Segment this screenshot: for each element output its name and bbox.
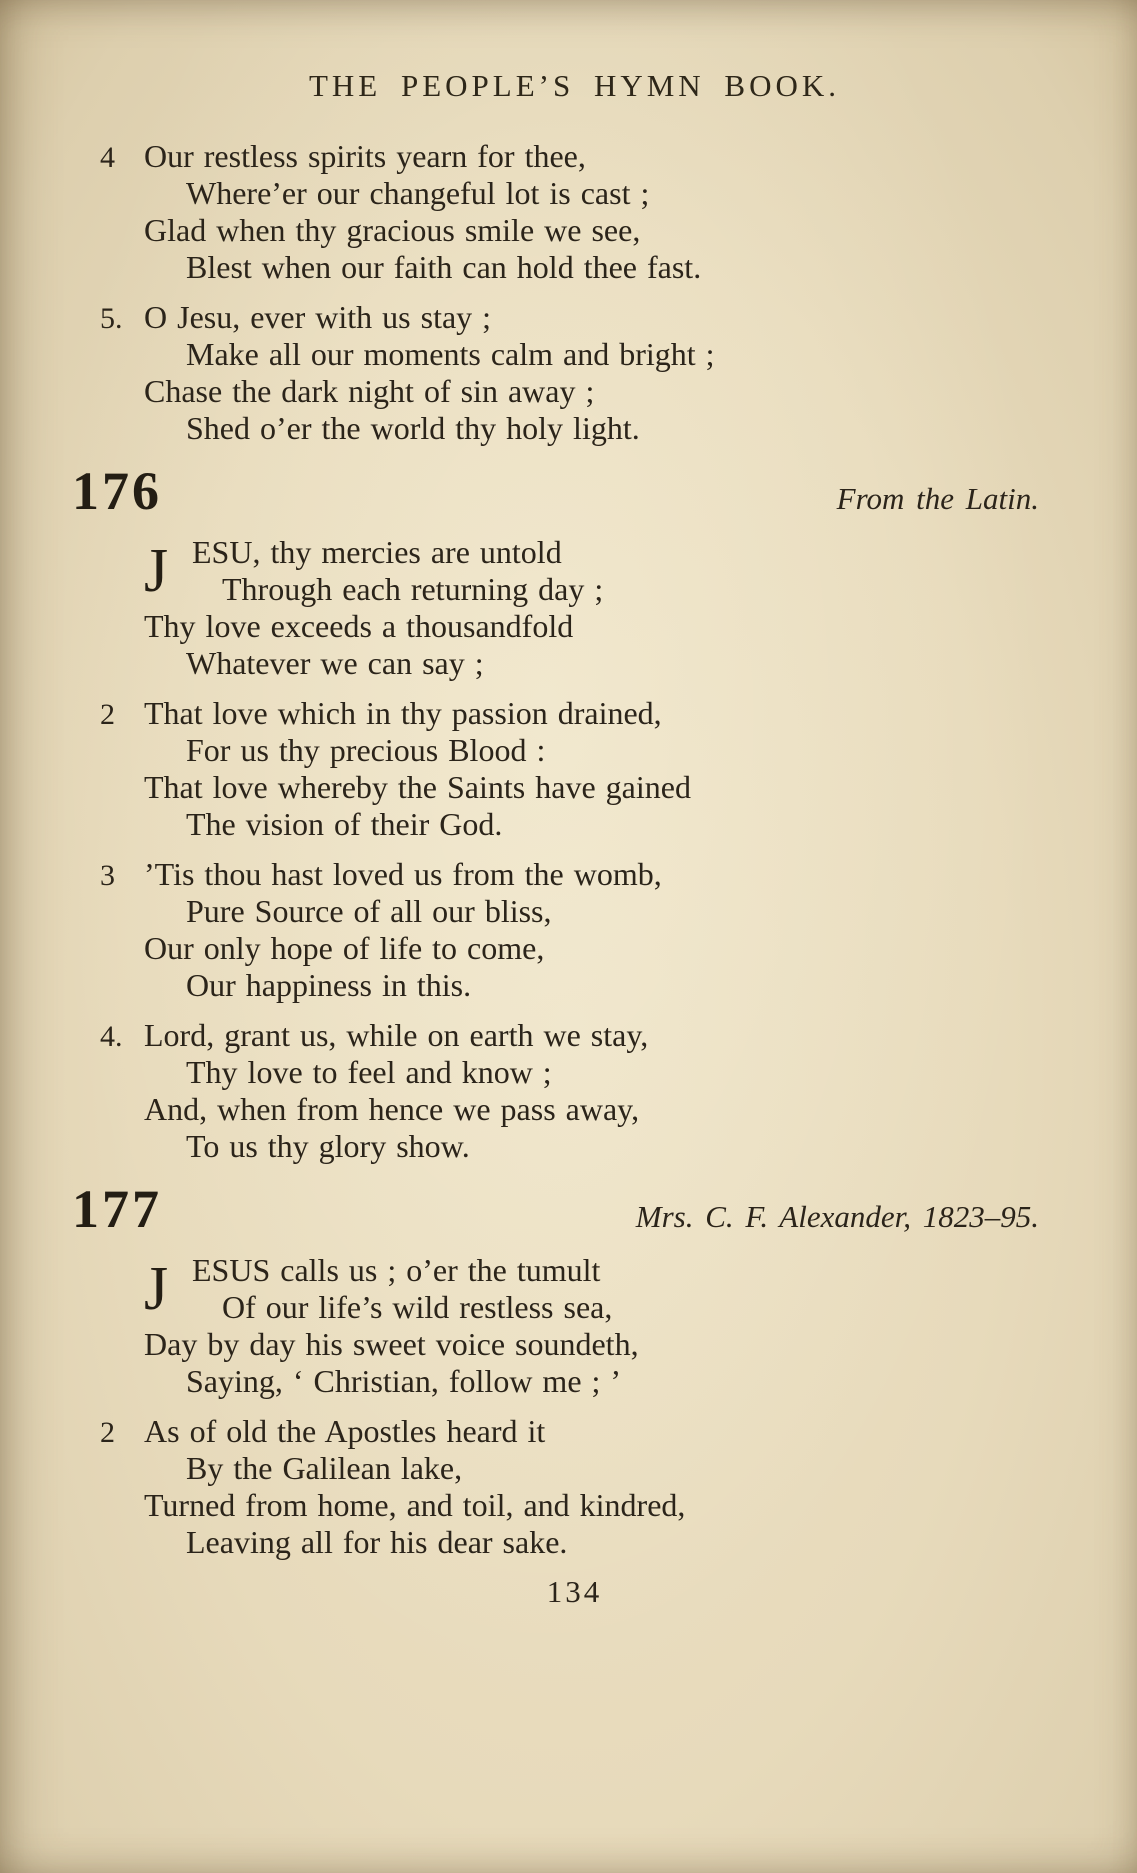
verse-line: Saying, ‘ Christian, follow me ; ’ — [186, 1363, 622, 1399]
verse-line: Our only hope of life to come, — [144, 930, 545, 966]
verse-lines — [144, 534, 1049, 682]
verse-line: Thy love exceeds a thousandfold — [144, 608, 574, 644]
verse-line: Our restless spirits yearn for thee, — [144, 138, 586, 174]
verse-lines — [144, 1252, 1049, 1400]
verse-line: For us thy precious Blood : — [186, 732, 546, 768]
verse-line: Shed o’er the world thy holy light. — [186, 410, 640, 446]
verse-line: ESU, thy mercies are untold — [192, 534, 562, 570]
verse-line: The vision of their God. — [186, 806, 503, 842]
verse-line: Make all our moments calm and bright ; — [186, 336, 715, 372]
dropcap-row — [144, 534, 1049, 608]
verse-line: As of old the Apostles heard it — [144, 1413, 546, 1449]
verse-line: Our happiness in this. — [186, 967, 472, 1003]
hymn-176 — [72, 460, 1049, 1165]
verse-line: To us thy glory show. — [186, 1128, 470, 1164]
verse-line: ESUS calls us ; o’er the tumult — [192, 1252, 601, 1288]
verse-line: Glad when thy gracious smile we see, — [144, 212, 641, 248]
verse — [144, 534, 1049, 682]
hymn-heading — [72, 1178, 1039, 1240]
hymn-number: 177 — [72, 1179, 162, 1239]
verse-lines — [144, 138, 1049, 286]
verse-lines — [144, 695, 1049, 843]
continued-hymn — [100, 138, 1049, 447]
verse-line: Thy love to feel and know ; — [186, 1054, 552, 1090]
verse-number: 3 — [100, 859, 115, 892]
verse-number: 5. — [100, 302, 123, 335]
verse-number: 2 — [100, 1416, 115, 1449]
verse-line: Where’er our changeful lot is cast ; — [186, 175, 650, 211]
verse-line: Lord, grant us, while on earth we stay, — [144, 1017, 649, 1053]
hymn-attribution: From the Latin. — [836, 481, 1039, 516]
dropcap-lines — [192, 1252, 612, 1326]
verse-line: That love whereby the Saints have gained — [144, 769, 691, 805]
verse — [144, 1252, 1049, 1400]
verse-number: 4 — [100, 141, 115, 174]
verse-line: Day by day his sweet voice soundeth, — [144, 1326, 639, 1362]
verse-line: Leaving all for his dear sake. — [186, 1524, 568, 1560]
verse-line: And, when from hence we pass away, — [144, 1091, 640, 1127]
verse-lines — [144, 299, 1049, 447]
verse-line: Chase the dark night of sin away ; — [144, 373, 595, 409]
hymn-number: 176 — [72, 461, 162, 521]
verse-line: By the Galilean lake, — [186, 1450, 463, 1486]
page-number: 134 — [546, 1574, 603, 1609]
dropcap-lines — [192, 534, 603, 608]
verse-lines — [144, 1017, 1049, 1165]
dropcap-row — [144, 1252, 1049, 1326]
verse-lines — [144, 856, 1049, 1004]
verse-lines — [144, 1413, 1049, 1561]
dropcap-letter: J — [144, 1255, 169, 1323]
verse-number: 4. — [100, 1020, 123, 1053]
verse — [100, 695, 1049, 843]
verse-number: 2 — [100, 698, 115, 731]
running-head: THE PEOPLE’S HYMN BOOK. — [308, 68, 841, 103]
hymn-heading — [72, 460, 1039, 522]
hymn-attribution: Mrs. C. F. Alexander, 1823–95. — [635, 1199, 1039, 1234]
verse-line: That love which in thy passion drained, — [144, 695, 662, 731]
dropcap-letter: J — [144, 537, 169, 605]
verse-line: Of our life’s wild restless sea, — [222, 1289, 613, 1325]
verse — [100, 299, 1049, 447]
verse-line: Whatever we can say ; — [186, 645, 484, 681]
verse — [100, 138, 1049, 286]
verse-line: Blest when our faith can hold thee fast. — [186, 249, 702, 285]
verse — [100, 856, 1049, 1004]
verse — [100, 1017, 1049, 1165]
verse — [100, 1413, 1049, 1561]
verse-line: ’Tis thou hast loved us from the womb, — [144, 856, 662, 892]
verse-line: Pure Source of all our bliss, — [186, 893, 552, 929]
verse-line: Through each returning day ; — [222, 571, 604, 607]
hymn-177 — [72, 1178, 1049, 1561]
verse-line: Turned from home, and toil, and kindred, — [144, 1487, 686, 1523]
verse-line: O Jesu, ever with us stay ; — [144, 299, 492, 335]
